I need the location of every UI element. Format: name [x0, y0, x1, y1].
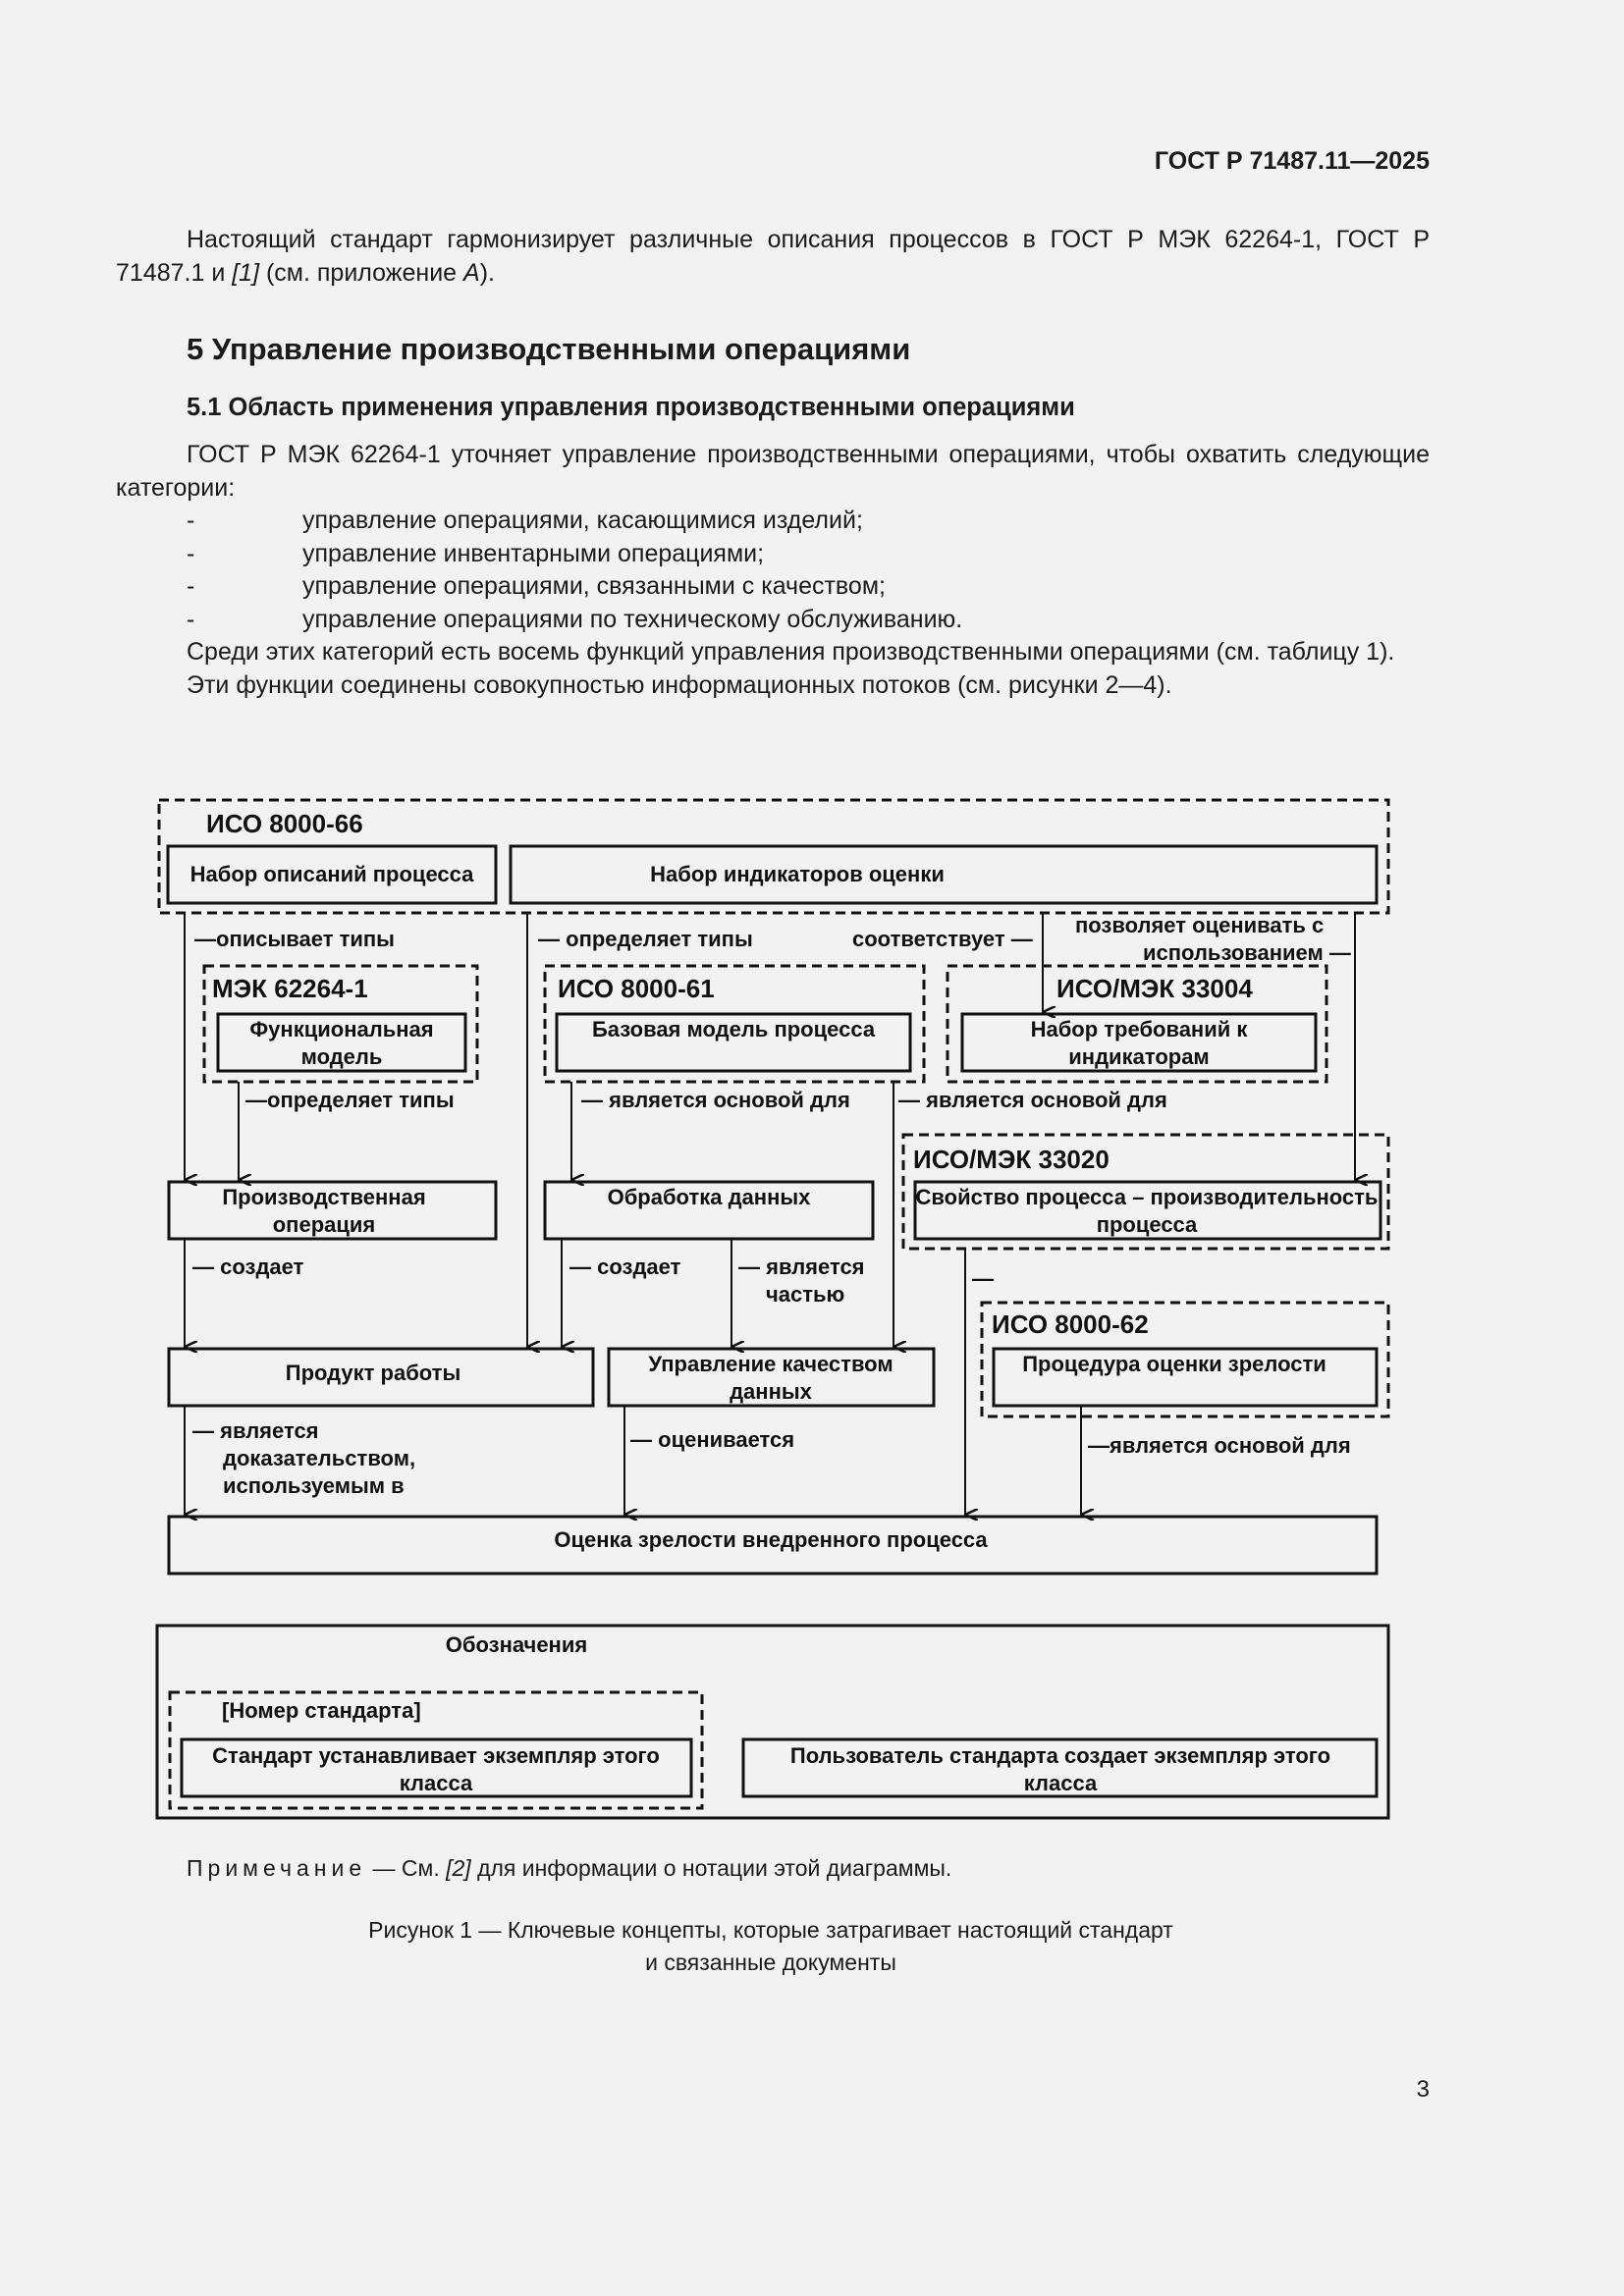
list-item: - управление операциями, касающимися изделий;: [116, 505, 1430, 538]
document-number-header: ГОСТ Р 71487.11—2025: [1154, 147, 1430, 175]
box-text-base-model: Базовая модель процесса: [591, 1017, 876, 1041]
intro-text-2: (см. приложение: [259, 258, 464, 287]
group-title-iso8000-66: ИСО 8000-66: [206, 809, 363, 838]
box-text-requirements-2: индикаторам: [1068, 1044, 1210, 1069]
note-ref: [2]: [446, 1855, 471, 1881]
box-text-func-model-2: модель: [300, 1044, 383, 1069]
note-text-1: — См.: [366, 1855, 447, 1881]
list-item: - управление операциями по техническому обслуживанию.: [116, 604, 1430, 637]
label-dash: —: [972, 1266, 994, 1291]
box-text-prod-op-1: Производственная: [222, 1185, 426, 1209]
list-item: - управление инвентарными операциями;: [116, 538, 1430, 571]
group-title-iso8000-62: ИСО 8000-62: [992, 1309, 1149, 1339]
label-allows-2: использованием —: [1143, 940, 1351, 965]
label-creates-1: — создает: [192, 1255, 304, 1279]
label-defines-types-1: — определяет типы: [538, 927, 753, 951]
section-5-title: 5 Управление производственными операциями: [187, 332, 911, 366]
box-text-func-model-1: Функциональная: [249, 1017, 434, 1041]
box-text-data-quality-1: Управление качеством: [648, 1352, 893, 1376]
box-text-prod-op-2: операция: [272, 1212, 376, 1237]
group-title-iso33004: ИСО/МЭК 33004: [1056, 974, 1253, 1003]
page-number: 3: [1416, 2076, 1430, 2103]
label-allows-1: позволяет оценивать с: [1075, 913, 1325, 937]
label-evidence-1: — является: [192, 1418, 319, 1443]
intro-text-1: Настоящий стандарт гармонизирует различные описания процессов в ГОСТ Р МЭК 62264-1, ГОСТ Р 71487.1 и: [116, 226, 1430, 287]
label-is-part-1: — является: [738, 1255, 865, 1279]
label-basis-3: —является основой для: [1088, 1433, 1351, 1458]
box-text-process-prop-2: процесса: [1096, 1212, 1198, 1237]
list-item: - управление операциями, связанными с качеством;: [116, 570, 1430, 604]
caption-line-1: Рисунок 1 — Ключевые концепты, которые затрагивает настоящий стандарт: [368, 1917, 1173, 1943]
intro-ref: [1]: [232, 258, 260, 287]
legend-user-instance-2: класса: [1023, 1771, 1098, 1795]
box-text-work-product: Продукт работы: [285, 1361, 461, 1385]
box-text-data-proc: Обработка данных: [607, 1185, 811, 1209]
label-creates-2: — создает: [569, 1255, 681, 1279]
label-defines-types-2: —определяет типы: [245, 1088, 455, 1112]
label-basis-1: — является основой для: [581, 1088, 850, 1112]
label-evaluated: — оценивается: [630, 1427, 795, 1452]
box-text-requirements-1: Набор требований к: [1030, 1017, 1248, 1041]
box-text-indicators: Набор индикаторов оценки: [650, 862, 945, 886]
box-text-process-desc: Набор описаний процесса: [189, 862, 474, 886]
section-5-1-para1: ГОСТ Р МЭК 62264-1 уточняет управление производственными операциями, чтобы охватить следующие категории:: [116, 441, 1430, 502]
label-corresponds: соответствует —: [852, 927, 1033, 951]
label-evidence-3: используемым в: [223, 1473, 405, 1498]
legend-title: Обозначения: [445, 1632, 588, 1657]
group-title-iso33020: ИСО/МЭК 33020: [913, 1145, 1110, 1174]
legend-std-instance-2: класса: [399, 1771, 473, 1795]
label-is-part-2: частью: [766, 1282, 845, 1307]
group-title-mek62264: МЭК 62264-1: [212, 974, 368, 1003]
caption-line-2: и связанные документы: [645, 1949, 896, 1975]
label-evidence-2: доказательством,: [223, 1446, 416, 1470]
legend-std-instance-1: Стандарт устанавливает экземпляр этого: [212, 1743, 660, 1768]
figure-caption: [0, 1914, 1542, 1979]
box-text-maturity-eval: Оценка зрелости внедренного процесса: [554, 1527, 988, 1552]
box-text-process-prop-1: Свойство процесса – производительность: [915, 1185, 1379, 1209]
note-label: Примечание: [187, 1855, 367, 1881]
figure-note: [187, 1855, 951, 1882]
section-5-1-para2: Среди этих категорий есть восемь функций управления производственными операциями (см. таблицу 1).: [187, 638, 1395, 666]
box-text-maturity-proc: Процедура оценки зрелости: [1022, 1352, 1326, 1376]
section-5-1-para3: Эти функции соединены совокупностью информационных потоков (см. рисунки 2—4).: [187, 670, 1172, 699]
legend-std-number: [Номер стандарта]: [222, 1698, 421, 1723]
intro-appendix: А: [463, 258, 480, 287]
note-text-2: для информации о нотации этой диаграммы.: [470, 1855, 952, 1881]
label-basis-2: — является основой для: [898, 1088, 1167, 1112]
legend-user-instance-1: Пользователь стандарта создает экземпляр этого: [789, 1743, 1331, 1768]
box-text-data-quality-2: данных: [730, 1379, 812, 1404]
section-5-1-title: 5.1 Область применения управления производственными операциями: [187, 394, 1075, 421]
intro-text-3: ).: [479, 258, 495, 287]
group-title-iso8000-61: ИСО 8000-61: [558, 974, 715, 1003]
label-describes-types: —описывает типы: [194, 927, 395, 951]
